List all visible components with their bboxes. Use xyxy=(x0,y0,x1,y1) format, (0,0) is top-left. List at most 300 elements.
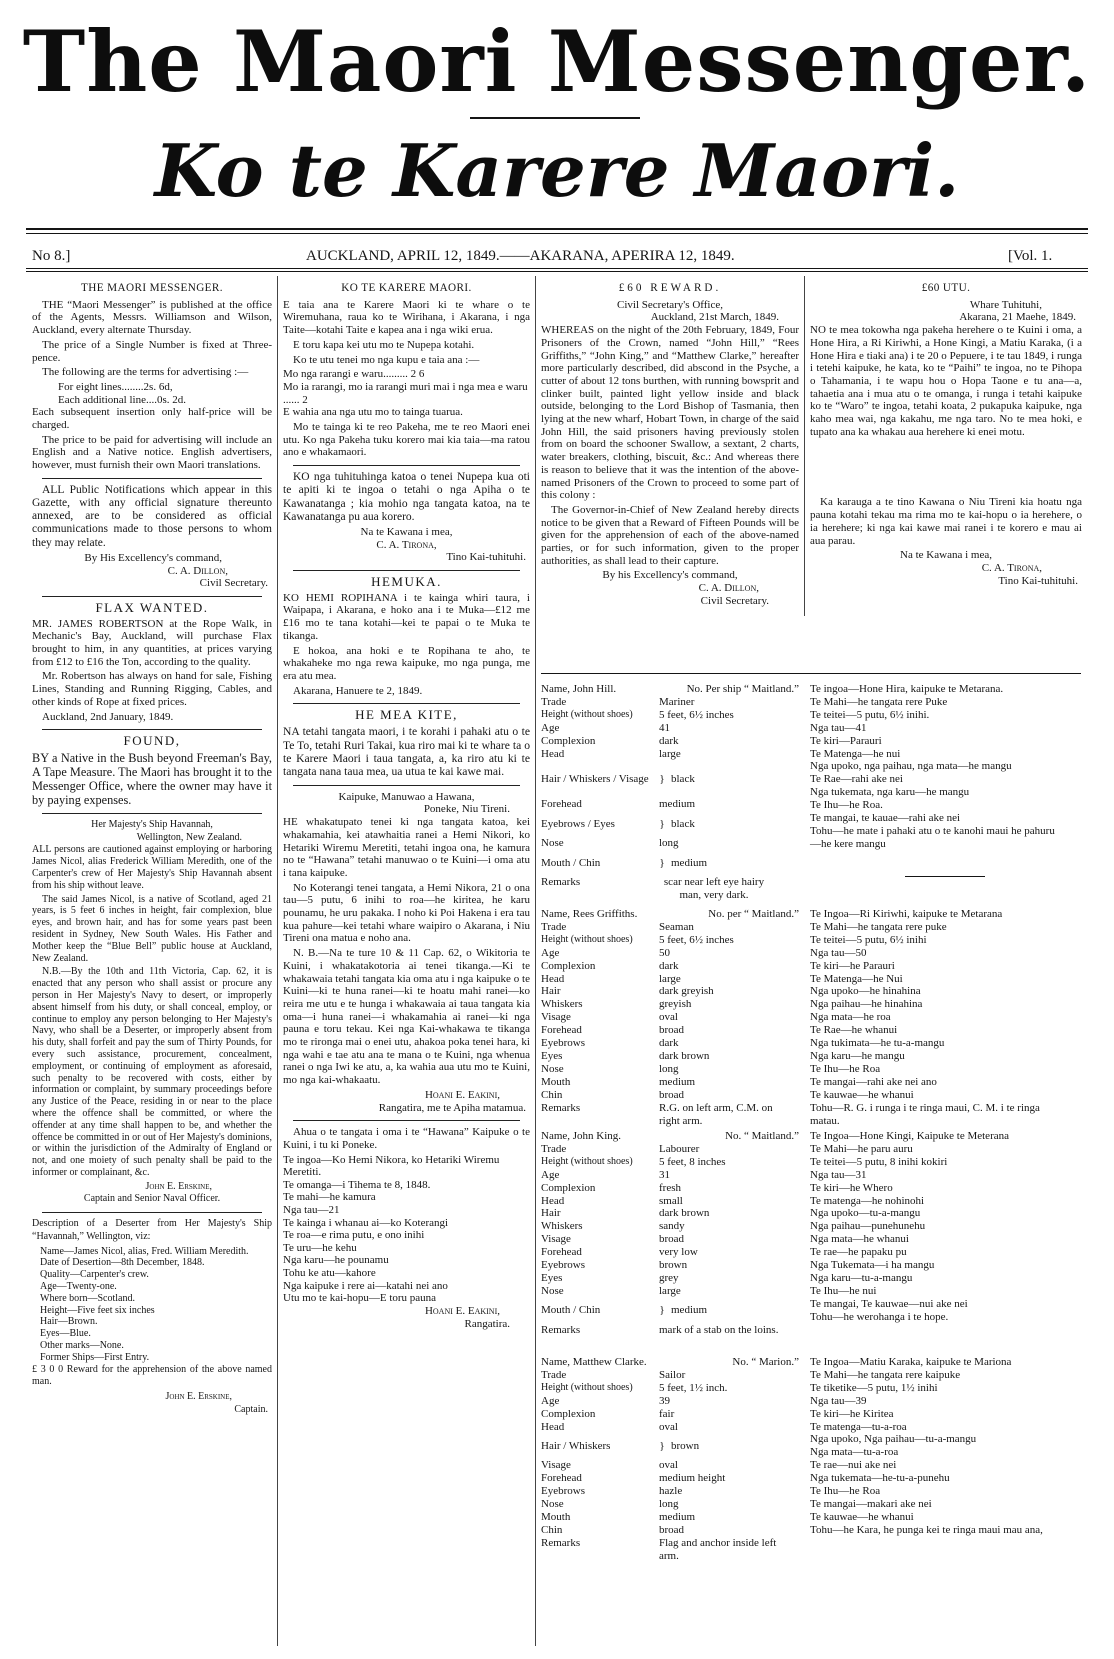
maori-line: Te Mahi—he tangata rere puke xyxy=(810,920,947,933)
kaipuke-text-2: No Koterangi tenei tangata, a Hemi Nikora, 21 o ona tau—5 putu, 6 inihi to roa—he kiritea, he karu pounamu, he uru pakaka. I noho ki Poi Hakena i era tau kua pahure—kei tetahi whare waipiro o Akarana, i Niu Tireni ona matua e noho ana. xyxy=(283,881,530,945)
attr-value: mark of a stab on the loins. xyxy=(659,1323,779,1336)
col2-insertion: E wahia ana nga utu mo to tainga tuarua. xyxy=(283,406,463,419)
found-text: BY a Native in the Bush beyond Freeman's Bay, A Tape Measure. The Maori has brought it to the Messenger Office, where the owner may have it by paying expenses. xyxy=(32,751,272,807)
maori-line: Nga tau—31 xyxy=(810,1168,867,1181)
maori-line: Te Ingoa—Matiu Karaka, kaipuke te Mariona xyxy=(810,1356,1012,1368)
ahua-list xyxy=(283,1154,530,1305)
ahua-line: Nga karu—he pounamu xyxy=(283,1254,389,1267)
maori-line: Te Rae—he whanui xyxy=(810,1024,898,1037)
ahua-line: Te omanga—i Tihema te 8, 1848. xyxy=(283,1178,431,1191)
maori-line: Nga paihau—punehunehu xyxy=(810,1220,926,1233)
maori-line: Te Matenga—he Nui xyxy=(810,972,903,985)
hemuka-text-1: KO HEMI ROPIHANA i te kainga whiri taura, i Waipapa, i Akarana, e hoko ana i te Muka—£12 me £16 mo te tana kotahi—kei te papai o te Muka te tikanga. xyxy=(283,591,530,642)
maori-line: Te mangai—makari ake nei xyxy=(810,1497,932,1510)
maori-line: Te teitei—5 putu, 6½ inihi. xyxy=(810,708,930,721)
description-line: Quality—Carpenter's crew. xyxy=(40,1269,149,1281)
attr-value: black xyxy=(671,772,695,785)
attr-value: 5 feet, 6½ inches xyxy=(659,708,734,721)
maori-line: Nga tau—50 xyxy=(810,946,867,959)
reward-line: £ 3 0 0 Reward for the apprehension of the above named man. xyxy=(32,1363,272,1388)
attr-label: Whiskers xyxy=(541,998,583,1011)
attr-value: medium xyxy=(659,1511,696,1524)
attr-label: Age xyxy=(541,946,560,959)
maori-line: Nga karu—he mangu xyxy=(810,1049,905,1062)
attr-label: Age xyxy=(541,721,560,734)
attr-label: Eyebrows / Eyes xyxy=(541,817,615,830)
utu-text-1: NO te mea tokowha nga pakeha herehere o te Kuini i oma, a Hone Hira, a Ri Kiriwhi, a Hone Kingi, a Matiu Karaka, (i a Hone Hira e tiaki ana) i te 20 o Pepuere, i te tau 1849, i runga i tetehi kaipuke, he kata, ko te “Paihi” te ingoa, no te Pihopa o Tahamania, i te wapu hou o Hopa Taone e tu ana—a, tahaetia ana i mua atu o te omanga, i runga i tetahi kaipuke ko te “Waro” te ingoa, tetahi koata, 2 pukapuka kaipuke, nga kaho mea wai, nga kakahu, me nga taro. No te mea hoki, e tupato ana ka whakau aua herehere ki enei motu. xyxy=(810,324,1082,438)
maori-line: Nga Tukemata—i ha mangu xyxy=(810,1259,935,1272)
maori-line: Te kiri—he Kiritea xyxy=(810,1407,894,1420)
maori-line: Tohu—he werohanga i te hope. xyxy=(810,1310,949,1323)
ship-name: Her Majesty's Ship Havannah, xyxy=(91,819,213,830)
maori-line: Te rae—he papaku pu xyxy=(810,1246,907,1259)
description-line: Name—James Nicol, alias, Fred. William Meredith. xyxy=(40,1245,249,1257)
prisoner-rees-griffiths xyxy=(541,908,799,1127)
prisoner-ri-kiriwhi xyxy=(810,908,1082,1127)
attr-label: Eyes xyxy=(541,1049,563,1062)
attr-value: long xyxy=(659,1498,679,1511)
maori-line: Nga tukimata—he tu-a-mangu xyxy=(810,1037,945,1050)
attr-label: Mouth / Chin xyxy=(541,856,601,869)
ahua-line: Te roa—e rima putu, e ono inihi xyxy=(283,1229,425,1242)
attr-label: Height (without shoes) xyxy=(541,933,633,945)
attr-value: broad xyxy=(659,1523,685,1536)
column-reward-maori xyxy=(810,281,1082,661)
column-divider-1 xyxy=(277,276,278,1646)
attr-label: Trade xyxy=(541,695,567,708)
maori-line: Te teitei—5 putu, 8 inihi kokiri xyxy=(810,1155,948,1168)
attr-label: Forehead xyxy=(541,1472,582,1485)
maori-line: Te kiri—he Parauri xyxy=(810,959,895,972)
deserter-text-3: N.B.—By the 10th and 11th Victoria, Cap. 62, it is enacted that any person who shall assist or procure any person in Her Majesty's Navy to desert, or improperly absent himself from his duty, or shall conceal, employ, or continue to employ any person belonging to Her Majesty's Navy, who shall be a Deserter, or improperly absent from his duty, shall forfeit and pay the sum of Thirty Pounds, for every such assistance, procurement, concealment, employment, or continuing of employment as aforesaid, such penalty to be recovered with costs, either by information or complaint, by summary proceedings before any Justice of the Peace, residing in or near to the place where the offence shall be committed, or where the offender at any time shall happen to be, and whether the offence be committed in or out of Her Majesty's dominions, or within the jurisdiction of the Admiralty of England or not, and one moiety of such penalty shall be paid to the informer or complainant, &c. xyxy=(32,966,272,1178)
description-line: Other marks—None. xyxy=(40,1339,124,1351)
reward-text-2: The Governor-in-Chief of New Zealand hereby directs notice to be given that a Reward of Fifteen Pounds will be given for the apprehension of each of the above-named parties, or for such information, given to the proper authorities, as shall lead to their capture. xyxy=(541,503,799,567)
attr-value: dark brown xyxy=(659,1207,710,1220)
attr-value: R.G. on left arm, C.M. on right arm. xyxy=(659,1101,773,1127)
attr-value: long xyxy=(659,1062,679,1075)
maori-line: Te Ihu—he Roa. xyxy=(810,799,883,812)
attr-value: medium xyxy=(659,1075,696,1088)
col2-rule-4 xyxy=(293,785,520,786)
attr-label: Visage xyxy=(541,1459,571,1472)
attr-label: Hair / Whiskers / Visage xyxy=(541,772,649,785)
maori-line: Nga mata—tu-a-roa xyxy=(810,1446,899,1459)
maori-line: Te ingoa—Hone Hira, kaipuke te Metarana. xyxy=(810,683,1004,695)
col1-notice-signature: C. A. Dillon, xyxy=(167,564,228,577)
maori-line: Te Mahi—he tangata rere Puke xyxy=(810,695,948,708)
maori-line: Te mangai—rahi ake nei ano xyxy=(810,1075,937,1088)
col2-official-notice: KO nga tuhituhinga katoa o tenei Nupepa kua oti te apiti ki te ingoa o tetahi o nga Apiha o te Kawanatanga ; kia mohio nga tangata katoa, na te Kawanatanga pu aua korero. xyxy=(283,471,530,523)
maori-line: Nga tukemata, nga karu—he mangu xyxy=(810,786,970,799)
col2-notice-role: Tino Kai-tuhituhi. xyxy=(446,551,526,564)
prisoner-name: Name, John Hill. xyxy=(541,683,617,695)
attr-value: broad xyxy=(659,1024,685,1037)
maori-line: Te teitei—5 putu, 6½ inihi xyxy=(810,933,927,946)
attr-label: Visage xyxy=(541,1233,571,1246)
col1-heading: THE MAORI MESSENGER. xyxy=(81,282,223,294)
maori-line: Te Matenga—he nui xyxy=(810,747,901,760)
masthead-divider xyxy=(470,117,640,119)
description-heading: Description of a Deserter from Her Majesty's Ship “Havannah,” Wellington, viz: xyxy=(32,1218,272,1242)
issue-number: No 8.] xyxy=(32,248,71,264)
maori-line: Nga upoko—tu-a-mangu xyxy=(810,1207,921,1220)
found-heading: FOUND, xyxy=(123,733,181,749)
attr-label: Age xyxy=(541,1168,560,1181)
prisoner-ship: No. Per ship “ Maitland.” xyxy=(686,683,799,695)
col1-rule-2 xyxy=(42,596,262,597)
hemuka-text-2: E hokoa, ana hoki e te Ropihana te aho, te whakaheke mo nga rewa kaipuke, mo nga punga, me era atu mea. xyxy=(283,644,530,682)
attr-label: Trade xyxy=(541,920,567,933)
col1-terms: The following are the terms for advertising :— xyxy=(42,366,249,379)
attr-value: Seaman xyxy=(659,920,694,933)
description-line: Eyes—Blue. xyxy=(40,1328,91,1340)
attr-value: dark xyxy=(659,734,679,747)
col1-rate-2: Each additional line....0s. 2d. xyxy=(58,393,186,406)
col1-notice-role: Civil Secretary. xyxy=(199,577,268,590)
attr-value: 39 xyxy=(659,1394,670,1407)
maori-line: Te kiri—Parauri xyxy=(810,734,882,747)
attr-value: scar near left eye hairy man, very dark. xyxy=(663,876,765,902)
reward-role: Civil Secretary. xyxy=(700,594,769,607)
maori-line: Tohu—R. G. i runga i te ringa maui, C. M. i te ringa matau. xyxy=(810,1101,1040,1127)
col1-rule-1 xyxy=(42,478,262,479)
description-list xyxy=(32,1246,272,1364)
attr-value: Flag and anchor inside left arm. xyxy=(659,1536,777,1562)
hemuka-heading: HEMUKA. xyxy=(371,574,442,590)
maori-line: Te Ingoa—Hone Kingi, Kaipuke te Meterana xyxy=(810,1130,1009,1142)
flax-text-1: MR. JAMES ROBERTSON at the Rope Walk, in Mechanic's Bay, Auckland, will purchase Flax brought to him, in any quantities, at prices varying from £12 to £16 the Ton, according to the quality. xyxy=(32,617,272,668)
maori-line: Nga tau—41 xyxy=(810,721,867,734)
attr-label: Head xyxy=(541,1194,565,1207)
col1-english-note: The price to be paid for advertising will include an English and a Native notice. English advertisers, however, must furnish their own Maori translations. xyxy=(32,433,272,472)
prisoner-matiu-karaka xyxy=(810,1356,1082,1537)
col2-rule-3 xyxy=(293,703,520,704)
masthead-subtitle: Ko te Karere Maori. xyxy=(154,128,960,213)
attr-value: very low xyxy=(659,1246,698,1259)
prisoner-john-hill: Name, John Hill. No. Per ship “ Maitland.” Trade Mariner Height (without shoes) 5 feet, 6½ inches Age 41 Complexion dark Head large Hair / Whiskers / Visage } black Forehead medium Eyebrows / Eyes } black Nose long Mouth / Chin } medium Remarks scar near left eye hairy man, very dark. xyxy=(541,683,799,902)
attr-value: fair xyxy=(659,1407,675,1420)
attr-value: Mariner xyxy=(659,695,695,708)
column-maori-notices xyxy=(283,281,530,1651)
attr-value: small xyxy=(659,1194,683,1207)
attr-value: dark greyish xyxy=(659,985,714,998)
attr-label: Chin xyxy=(541,1523,563,1536)
ahua-line: Utu mo te kai-hopu—E toru pauna xyxy=(283,1292,437,1305)
col2-rule-2 xyxy=(293,570,520,571)
maori-line: Te kauwae—he whanui xyxy=(810,1088,914,1101)
prisoner-john-king: Name, John King. No. “ Maitland.” Trade Labourer Height (without shoes) 5 feet, 8 inches Age 31 Complexion fresh Head small Hair dark brown Whiskers sandy Visage broad Forehead very low Eyebrows brown Eyes grey Nose large Mouth / Chin } medium Remarks mark of a stab on the loins. xyxy=(541,1130,799,1336)
prisoners-rule xyxy=(541,673,1081,674)
attr-label: Height (without shoes) xyxy=(541,1381,633,1393)
utu-heading: £60 UTU. xyxy=(921,282,971,294)
maori-line: Nga tukemata—he-tu-a-punehu xyxy=(810,1472,950,1485)
col1-rule-3 xyxy=(42,729,262,730)
attr-value: 5 feet, 6½ inches xyxy=(659,933,734,946)
maori-line: Te Mahi—he tangata rere kaipuke xyxy=(810,1368,961,1381)
attr-value: 5 feet, 8 inches xyxy=(659,1155,726,1168)
end-role: Captain. xyxy=(234,1403,268,1415)
description-line: Hair—Brown. xyxy=(40,1316,98,1328)
ship-place: Wellington, New Zealand. xyxy=(136,831,242,843)
description-line: Age—Twenty-one. xyxy=(40,1280,117,1292)
attr-label: Head xyxy=(541,1420,565,1433)
attr-label: Height (without shoes) xyxy=(541,708,633,720)
top-rule xyxy=(26,228,1088,230)
attr-label: Hair xyxy=(541,985,561,998)
col2-price: E toru kapa kei utu mo te Nupepa kotahi. xyxy=(293,338,475,351)
attr-label: Eyebrows xyxy=(541,1037,585,1050)
attr-value: oval xyxy=(659,1011,678,1024)
maori-line: Te tiketike—5 putu, 1½ inihi xyxy=(810,1381,938,1394)
dateline-rule-2 xyxy=(26,271,1088,272)
ahua-line: Nga tau—21 xyxy=(283,1204,340,1217)
deserter-text-2: The said James Nicol, is a native of Scotland, aged 21 years, is 5 feet 6 inches in height, fair complexion, blue eyes, and brown hair, and has for some years past been resident in Sydney, New South Wales. His Father and Mother keep the “Blue Bell” public house at Auckland, New Zealand. xyxy=(32,893,272,964)
attr-value: dark brown xyxy=(659,1049,710,1062)
col2-english-note: Mo te tainga ki te reo Pakeha, me te reo Maori enei utu. Ko nga Pakeha tuku korero mai kia taia—ma ratou ano e whakamaori. xyxy=(283,421,530,459)
ahua-line: Te mahi—he kamura xyxy=(283,1191,376,1204)
prisoner-ship: No. “ Maitland.” xyxy=(725,1130,799,1142)
attr-label: Remarks xyxy=(541,1323,581,1336)
attr-value: 50 xyxy=(659,946,670,959)
attr-value: medium height xyxy=(659,1472,726,1485)
attr-value: 5 feet, 1½ inch. xyxy=(659,1381,728,1394)
attr-value: medium xyxy=(671,1304,708,1317)
attr-label: Eyes xyxy=(541,1271,563,1284)
flax-heading: FLAX WANTED. xyxy=(95,599,209,615)
ahua-heading: Ahua o te tangata i oma i te “Hawana” Kaipuke o te Kuini, i tu ki Poneke. xyxy=(283,1126,530,1151)
prisoner-name: Name, Matthew Clarke. xyxy=(541,1356,647,1368)
utu-office-date: Akarana, 21 Maehe, 1849. xyxy=(959,311,1076,324)
attr-value: broad xyxy=(659,1233,685,1246)
deserter-text-1: ALL persons are cautioned against employing or harboring James Nicol, alias Frederick William Meredith, one of the Carpenter's crew of Her Majesty's Ship Havannah absent from his ship without leave. xyxy=(32,844,272,891)
attr-value: large xyxy=(659,972,681,985)
volume-number: [Vol. 1. xyxy=(1008,248,1053,264)
col2-end-signature: Hoani E. Eakini, xyxy=(424,1304,500,1317)
maori-line: Te kauwae—he whanui xyxy=(810,1510,914,1523)
attr-label: Whiskers xyxy=(541,1220,583,1233)
col2-rate-2: Mo ia rarangi, mo ia rarangi muri mai i nga mea e waru ...... 2 xyxy=(283,380,528,406)
maori-line: Te Mahi—he paru auru xyxy=(810,1142,913,1155)
attr-value: Labourer xyxy=(659,1142,700,1155)
col2-terms: Ko te utu tenei mo nga kupu e taia ana :— xyxy=(293,353,480,366)
attr-label: Forehead xyxy=(541,1024,582,1037)
column-divider-3 xyxy=(804,276,805,616)
attr-label: Head xyxy=(541,747,565,760)
flax-text-2: Mr. Robertson has always on hand for sale, Fishing Lines, Standing and Running Rigging, Cables, and other kinds of Rope at fixed prices. xyxy=(32,670,272,708)
kaipuke-text-1: HE whakatupato tenei ki nga tangata katoa, kei whakamahia, kei atawhaitia ranei a Hemi Nikori, ko Hetariki Wiremu Meretiti, tetahi ingoa ona, he kamura no te “Hawana” tetahi manuwao o te Kuini—i oma atu i tana kaipuke. xyxy=(283,816,530,879)
ahua-line: Nga kaipuke i rere ai—katahi nei ano xyxy=(283,1279,448,1292)
maori-line: Nga upoko, Nga paihau—tu-a-mangu xyxy=(810,1433,977,1446)
maori-line: Te matenga—he nohinohi xyxy=(810,1194,925,1207)
attr-value: large xyxy=(659,1284,681,1297)
kite-text: NA tetahi tangata maori, i te korahi i pahaki atu o te Te To, tetahi Ruri Takai, kua riro mai ki te whare ta o te Karere Maori i taua tangata, a, ka riro atu ki te tangata nana taua mea, ua utua te kai kawe mai. xyxy=(283,725,530,779)
maori-line: Nga tau—39 xyxy=(810,1394,867,1407)
attr-value: fresh xyxy=(659,1181,681,1194)
reward-signature: C. A. Dillon, xyxy=(698,582,759,595)
attr-label: Trade xyxy=(541,1142,567,1155)
attr-value: greyish xyxy=(659,998,692,1011)
attr-label: Visage xyxy=(541,1011,571,1024)
attr-label: Forehead xyxy=(541,1246,582,1259)
attr-label: Remarks xyxy=(541,876,581,889)
column-reward-english xyxy=(541,281,799,661)
attr-value: medium xyxy=(671,856,708,869)
attr-value: dark xyxy=(659,959,679,972)
attr-label: Complexion xyxy=(541,1407,596,1420)
attr-label: Remarks xyxy=(541,1536,581,1549)
attr-label: Height (without shoes) xyxy=(541,1155,633,1167)
maori-line: Nga upoko—he hinahina xyxy=(810,985,921,998)
attr-label: Nose xyxy=(541,1284,564,1297)
utu-office: Whare Tuhituhi, xyxy=(969,298,1042,311)
reward-text-1: WHEREAS on the night of the 20th February, 1849, Four Prisoners of the Crown, named “John Hill,” “Rees Griffiths,” “John King,” and “Matthew Clarke,” hereafter more particularly described, did abscond in the Psyche, a cutter of about 12 tons burthen, with running bowsprit and clinker built, painted light yellow inside and black outside, belonging to the Lord Bishop of Tasmania, then lying at the new wharf, Hobart Town, in charge of the said John Hill, the said prisoners having previously stolen from on board the schooner Swallow, a sextant, 2 charts, water breakers, clothing, biscuit, &c.: And whereas there is reason to believe that it was the intention of the above-named Prisoners of the Crown to proceed to some part of this colony : xyxy=(541,324,799,502)
col2-intro: E taia ana te Karere Maori ki te whare o te Wiremuhana, raua ko te Wirihana, i Akarana, i nga Taite—kotahi Taite e kapea ana i nga wiki erua. xyxy=(283,298,530,337)
maori-line: Te rae—nui ake nei xyxy=(810,1459,897,1472)
attr-value: hazle xyxy=(659,1485,683,1498)
attr-value: 31 xyxy=(659,1168,670,1181)
maori-line: Te Ingoa—Ri Kiriwhi, kaipuke te Metarana xyxy=(810,908,1003,920)
description-line: Date of Desertion—8th December, 1848. xyxy=(40,1257,205,1269)
maori-line: Te mangai, Te kauwae—nui ake nei xyxy=(810,1297,968,1310)
attr-label: Forehead xyxy=(541,798,582,811)
col1-price: The price of a Single Number is fixed at Three-pence. xyxy=(32,338,272,364)
kaipuke-heading: Kaipuke, Manuwao a Hawana, xyxy=(338,790,475,803)
prisoner-matthew-clarke: Name, Matthew Clarke. No. “ Marion.” Trade Sailor Height (without shoes) 5 feet, 1½ inch. Age 39 Complexion fair Head oval Hair / Whiskers } brown Visage oval Forehead medium height Eyebrows hazle Nose long Mouth medium Chin broad Remarks Flag and anchor inside left arm. xyxy=(541,1356,799,1562)
attr-value: large xyxy=(659,747,681,760)
attr-value: long xyxy=(659,837,679,850)
reward-office-date: Auckland, 21st March, 1849. xyxy=(650,311,779,324)
maori-line: Te Rae—rahi ake nei xyxy=(810,773,903,786)
attr-value: oval xyxy=(659,1459,678,1472)
end-signature: John E. Erskine, xyxy=(165,1390,232,1402)
attr-label: Complexion xyxy=(541,734,596,747)
attr-label: Nose xyxy=(541,1498,564,1511)
kaipuke-place: Poneke, Niu Tireni. xyxy=(423,803,510,816)
column-divider-2 xyxy=(535,276,536,1646)
prisoner-name: Name, Rees Griffiths. xyxy=(541,908,638,920)
attr-label: Hair xyxy=(541,1207,561,1220)
maori-line: Tohu—he Kara, he punga kei te ringa maui mau ana, xyxy=(810,1523,1043,1536)
ahua-line: Te ingoa—Ko Hemi Nikora, ko Hetariki Wiremu Meretiti. xyxy=(283,1153,500,1179)
ahua-line: Te uru—he kehu xyxy=(283,1241,357,1254)
col2-notice-command: Na te Kawana i mea, xyxy=(360,525,453,538)
attr-label: Chin xyxy=(541,1088,563,1101)
description-line: Where born—Scotland. xyxy=(40,1292,135,1304)
masthead-title: The Maori Messenger. xyxy=(22,12,1092,111)
attr-label: Complexion xyxy=(541,959,596,972)
col2-rate-1: Mo nga rarangi e waru......... 2 6 xyxy=(283,368,425,381)
prisoner-hone-hira xyxy=(810,683,1082,851)
utu-command: Na te Kawana i mea, xyxy=(900,549,992,562)
attr-label: Mouth xyxy=(541,1511,571,1524)
col2-heading: KO TE KARERE MAORI. xyxy=(341,282,472,294)
maori-line: Nga upoko, nga paihau, nga mata—he mangu xyxy=(810,760,1012,773)
attr-label: Trade xyxy=(541,1368,567,1381)
attr-label: Remarks xyxy=(541,1101,581,1114)
prisoner-name: Name, John King. xyxy=(541,1130,622,1142)
top-rule-thin xyxy=(26,233,1088,234)
attr-label: Eyebrows xyxy=(541,1259,585,1272)
maori-line: Nga paihau—he hinahina xyxy=(810,998,923,1011)
attr-label: Eyebrows xyxy=(541,1485,585,1498)
reward-heading: £60 REWARD. xyxy=(618,282,722,294)
kaipuke-text-3: N. B.—Na te ture 10 & 11 Cap. 62, o Wikitoria te Kuini, i whakatakotoria ai tenei tikanga.—Ki te whakawaia tetahi tangata kia oma atu i nga kaipuke o te Kuini—ki te huna ranei—ki te hoatu mahi ranei—ko reira me utu e te hunga i whakawaia ai taua tangata kia oma—i huna ranei—i whakamahia ai ranei—ki nga pauna e toru tekau. Kei nga Kai-whakawa te tikanga mo te rironga mai o enei utu, ahakoa poka tenei hara, ki nga wahi e tae atu ana te mana o te Kuini, nga whenua ranei o nga Iwi ke atu, a, ka wahia aua utu mo te Kuini, mo nga kai-whakaatu. xyxy=(283,947,530,1087)
description-line: Former Ships—First Entry. xyxy=(40,1351,150,1363)
attr-label: Complexion xyxy=(541,1181,596,1194)
prisoner-hone-kingi xyxy=(810,1130,1082,1324)
attr-value: 41 xyxy=(659,721,670,734)
attr-value: dark xyxy=(659,1037,679,1050)
attr-label: Head xyxy=(541,972,565,985)
col1-rule-5 xyxy=(42,1212,262,1213)
col2-notice-signature: C. A. Tirona, xyxy=(376,538,437,551)
prisoner-ship: No. per “ Maitland.” xyxy=(708,908,799,920)
attr-value: Sailor xyxy=(659,1368,686,1381)
utu-signature: C. A. Tirona, xyxy=(981,561,1042,574)
description-line: Height—Five feet six inches xyxy=(40,1304,155,1316)
maori-line: Te Ihu—he Roa xyxy=(810,1062,881,1075)
flax-date: Auckland, 2nd January, 1849. xyxy=(42,710,174,723)
maori-line: Nga karu—tu-a-mangu xyxy=(810,1271,913,1284)
deserter-role: Captain and Senior Naval Officer. xyxy=(83,1193,221,1205)
reward-office: Civil Secretary's Office, xyxy=(617,298,723,311)
col2-end-role: Rangatira. xyxy=(464,1317,510,1330)
column-english-notices xyxy=(32,281,272,1651)
hemuka-date: Akarana, Hanuere te 2, 1849. xyxy=(293,684,423,697)
kaipuke-role: Rangatira, me te Apiha matamua. xyxy=(378,1101,526,1114)
maori-line: Te Ihu—he Roa xyxy=(810,1485,881,1498)
attr-value: oval xyxy=(659,1420,678,1433)
ahua-line: Tohu ke atu—kahore xyxy=(283,1267,376,1280)
attr-label: Nose xyxy=(541,1062,564,1075)
col1-insertion: Each subsequent insertion only half-price will be charged. xyxy=(32,406,272,432)
maori-line: Te Ihu—he nui xyxy=(810,1284,877,1297)
attr-value: black xyxy=(671,817,695,830)
prisoner-ship: No. “ Marion.” xyxy=(732,1356,799,1368)
utu-text-2: Ka karauga a te tino Kawana o Niu Tireni kia hoatu nga pauna kotahi tekau ma rima mo te kai-hopu o ia herehere, o ia herehere; ki nga kai kawe mai ranei i te korero e mau ai aua parau. xyxy=(810,496,1082,547)
utu-role: Tino Kai-tuhituhi. xyxy=(998,574,1078,587)
col2-rule-1 xyxy=(293,465,520,466)
attr-value: medium xyxy=(659,798,696,811)
prisoner-separator xyxy=(905,876,985,877)
attr-value: broad xyxy=(659,1088,685,1101)
maori-line: Nga mata—he whanui xyxy=(810,1233,909,1246)
maori-line: Te mangai, te kauae—rahi ake nei xyxy=(810,812,961,825)
issue-date: AUCKLAND, APRIL 12, 1849.——AKARANA, APERIRA 12, 1849. xyxy=(306,248,735,264)
maori-line: Te matenga—tu-a-roa xyxy=(810,1420,907,1433)
col1-rate-1: For eight lines........2s. 6d, xyxy=(58,380,173,393)
attr-label: Hair / Whiskers xyxy=(541,1439,611,1452)
maori-line: Nga mata—he roa xyxy=(810,1011,891,1024)
maori-line: Tohu—he mate i pahaki atu o te kanohi maui he pahuru—he kere mangu xyxy=(810,824,1055,850)
attr-value: brown xyxy=(671,1439,700,1452)
attr-label: Age xyxy=(541,1394,560,1407)
col1-intro: THE “Maori Messenger” is published at the office of the Agents, Messrs. Williamson and Wilson, Auckland, every alternate Thursday. xyxy=(32,298,272,337)
col1-official-notice: ALL Public Notifications which appear in this Gazette, with any official signature thereunto annexed, are to be considered as official communications made to those persons to whom they may relate. xyxy=(32,483,272,549)
deserter-signature: John E. Erskine, xyxy=(145,1180,212,1192)
attr-label: Nose xyxy=(541,837,564,850)
col1-notice-command: By His Excellency's command, xyxy=(84,551,222,564)
attr-label: Mouth xyxy=(541,1075,571,1088)
attr-value: sandy xyxy=(659,1220,685,1233)
col1-rule-4 xyxy=(42,813,262,814)
dateline-rule xyxy=(26,268,1088,269)
kite-heading: HE MEA KITE, xyxy=(355,707,458,723)
attr-label: Mouth / Chin xyxy=(541,1304,601,1317)
ahua-line: Te kainga i whanau ai—ko Koterangi xyxy=(283,1216,449,1229)
maori-line: Te kiri—he Whero xyxy=(810,1181,893,1194)
attr-value: grey xyxy=(659,1271,679,1284)
